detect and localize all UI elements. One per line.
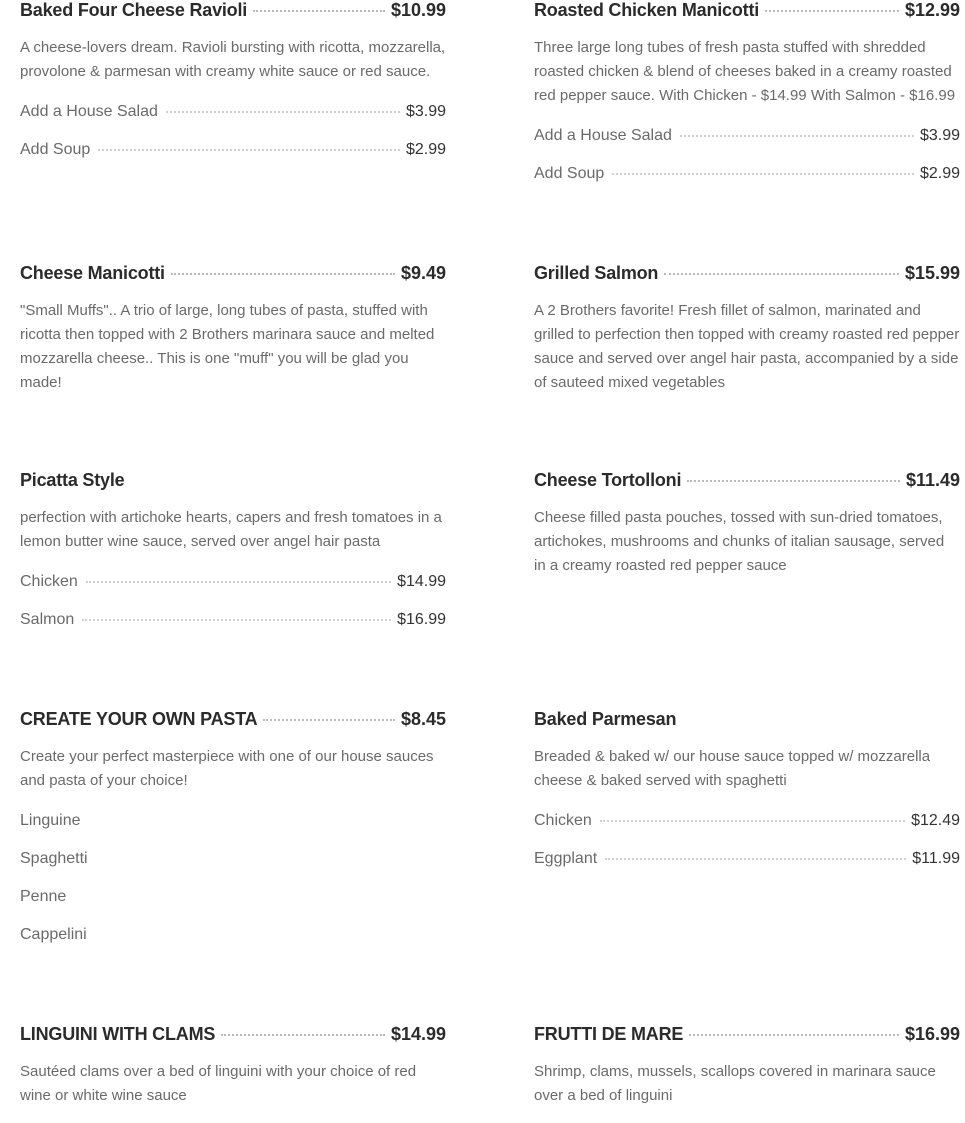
option-price: $12.49 <box>911 812 960 829</box>
menu-item-title: Baked Parmesan <box>534 709 677 729</box>
option-row <box>534 155 960 193</box>
dot-leader <box>263 718 394 721</box>
option-price: $2.99 <box>405 141 446 158</box>
dot-leader <box>82 618 391 621</box>
menu-item-price: $8.45 <box>400 709 446 729</box>
option-label: Chicken <box>20 573 78 590</box>
menu-item-options <box>20 802 446 954</box>
menu-item-title: Grilled Salmon <box>534 263 659 283</box>
menu-item <box>534 470 960 578</box>
menu-item-price: $12.99 <box>904 0 960 20</box>
option-label: Penne <box>20 888 67 905</box>
dot-leader <box>689 1033 899 1036</box>
option-label: Add Soup <box>20 141 91 158</box>
menu-item-description: Breaded & baked w/ our house sauce topped w/ mozzarella cheese & baked served with spaghetti <box>534 748 931 789</box>
menu-item-price: $10.99 <box>390 0 446 20</box>
menu-item-header <box>534 0 960 30</box>
dot-leader <box>612 172 914 175</box>
menu-item-price: $15.99 <box>904 263 960 283</box>
option-row <box>20 878 446 916</box>
option-row <box>534 802 960 840</box>
option-price: $16.99 <box>397 611 446 628</box>
option-label: Salmon <box>20 611 75 628</box>
menu-item-description: A cheese-lovers dream. Ravioli bursting with ricotta, mozzarella, provolone & parmesan with creamy white sauce or red sauce. <box>20 39 446 80</box>
menu-item-price: $9.49 <box>400 263 446 283</box>
dot-leader <box>86 580 391 583</box>
menu-item-title: Baked Four Cheese Ravioli <box>20 0 248 20</box>
menu-item-description: Sautéed clams over a bed of linguini with your choice of red wine or white wine sauce <box>20 1063 417 1104</box>
option-label: Cappelini <box>20 926 87 943</box>
menu-item-options <box>534 802 960 878</box>
dot-leader <box>171 272 395 275</box>
dot-leader <box>765 9 899 12</box>
menu-item-price: $11.49 <box>905 470 960 490</box>
option-label: Add a House Salad <box>20 103 158 120</box>
menu-item-price: $14.99 <box>390 1024 446 1044</box>
menu-item-title: Cheese Tortolloni <box>534 470 682 490</box>
menu-item <box>534 1024 960 1108</box>
menu-item-title: Picatta Style <box>20 470 125 490</box>
dot-leader <box>605 857 906 860</box>
option-row <box>20 601 446 639</box>
menu-item <box>20 709 446 954</box>
option-label: Spaghetti <box>20 850 88 867</box>
option-label: Linguine <box>20 812 81 829</box>
dot-leader <box>253 9 385 12</box>
menu-item-title: Roasted Chicken Manicotti <box>534 0 760 20</box>
menu-item-options <box>20 563 446 639</box>
menu-item-description: A 2 Brothers favorite! Fresh fillet of salmon, marinated and grilled to perfection then topped with creamy roasted red pepper sauce and served over angel hair pasta, accompanied by a side of sauteed mixed vegetables <box>534 302 960 391</box>
menu-item-description: Create your perfect masterpiece with one of our house sauces and pasta of your choice! <box>20 748 434 789</box>
menu-item-header <box>534 263 960 293</box>
menu-item <box>20 1024 446 1108</box>
dot-leader <box>680 134 914 137</box>
option-row <box>20 840 446 878</box>
menu-item-header <box>20 470 446 500</box>
menu-item <box>534 0 960 193</box>
menu-item-description: Shrimp, clams, mussels, scallops covered in marinara sauce over a bed of linguini <box>534 1063 936 1104</box>
option-row <box>20 802 446 840</box>
menu-item-title: CREATE YOUR OWN PASTA <box>20 709 258 729</box>
option-price: $14.99 <box>397 573 446 590</box>
option-price: $2.99 <box>919 165 960 182</box>
menu-item-description: Cheese filled pasta pouches, tossed with sun-dried tomatoes, artichokes, mushrooms and chunks of italian sausage, served in a creamy roasted red pepper sauce <box>534 509 945 574</box>
dot-leader <box>221 1033 385 1036</box>
menu-item-header <box>534 470 960 500</box>
menu-item-description: Three large long tubes of fresh pasta stuffed with shredded roasted chicken & blend of cheeses baked in a creamy roasted red pepper sauce. With Chicken - $14.99 With Salmon - $16.99 <box>534 39 956 104</box>
option-price: $11.99 <box>912 850 960 867</box>
menu-item <box>534 709 960 878</box>
menu-item-header <box>20 263 446 293</box>
menu-item <box>20 470 446 639</box>
menu-item-title: FRUTTI DE MARE <box>534 1024 684 1044</box>
menu-item-description: "Small Muffs".. A trio of large, long tubes of pasta, stuffed with ricotta then topped with 2 Brothers marinara sauce and melted mozzarella cheese.. This is one "muff" you will be glad you made! <box>20 302 435 391</box>
option-row <box>534 117 960 155</box>
menu-item-header <box>20 0 446 30</box>
menu-item <box>20 0 446 169</box>
option-price: $3.99 <box>405 103 446 120</box>
option-row <box>534 840 960 878</box>
option-price: $3.99 <box>919 127 960 144</box>
menu-item-header <box>20 709 446 739</box>
option-row <box>20 563 446 601</box>
dot-leader <box>600 819 905 822</box>
option-label: Chicken <box>534 812 592 829</box>
menu-item-options <box>534 117 960 193</box>
menu-item-header <box>20 1024 446 1054</box>
option-label: Eggplant <box>534 850 598 867</box>
dot-leader <box>664 272 899 275</box>
menu-item-options <box>20 93 446 169</box>
menu-item <box>20 263 446 395</box>
option-row <box>20 93 446 131</box>
option-label: Add Soup <box>534 165 605 182</box>
menu-item-description: perfection with artichoke hearts, capers and fresh tomatoes in a lemon butter wine sauce, served over angel hair pasta <box>20 509 442 550</box>
option-label: Add a House Salad <box>534 127 672 144</box>
dot-leader <box>166 110 400 113</box>
menu-item-title: Cheese Manicotti <box>20 263 165 283</box>
menu-item <box>534 263 960 395</box>
option-row <box>20 916 446 954</box>
menu-item-header <box>534 709 960 739</box>
dot-leader <box>98 148 400 151</box>
dot-leader <box>687 479 900 482</box>
menu-item-header <box>534 1024 960 1054</box>
menu-item-price: $16.99 <box>904 1024 960 1044</box>
menu-item-title: LINGUINI WITH CLAMS <box>20 1024 216 1044</box>
option-row <box>20 131 446 169</box>
